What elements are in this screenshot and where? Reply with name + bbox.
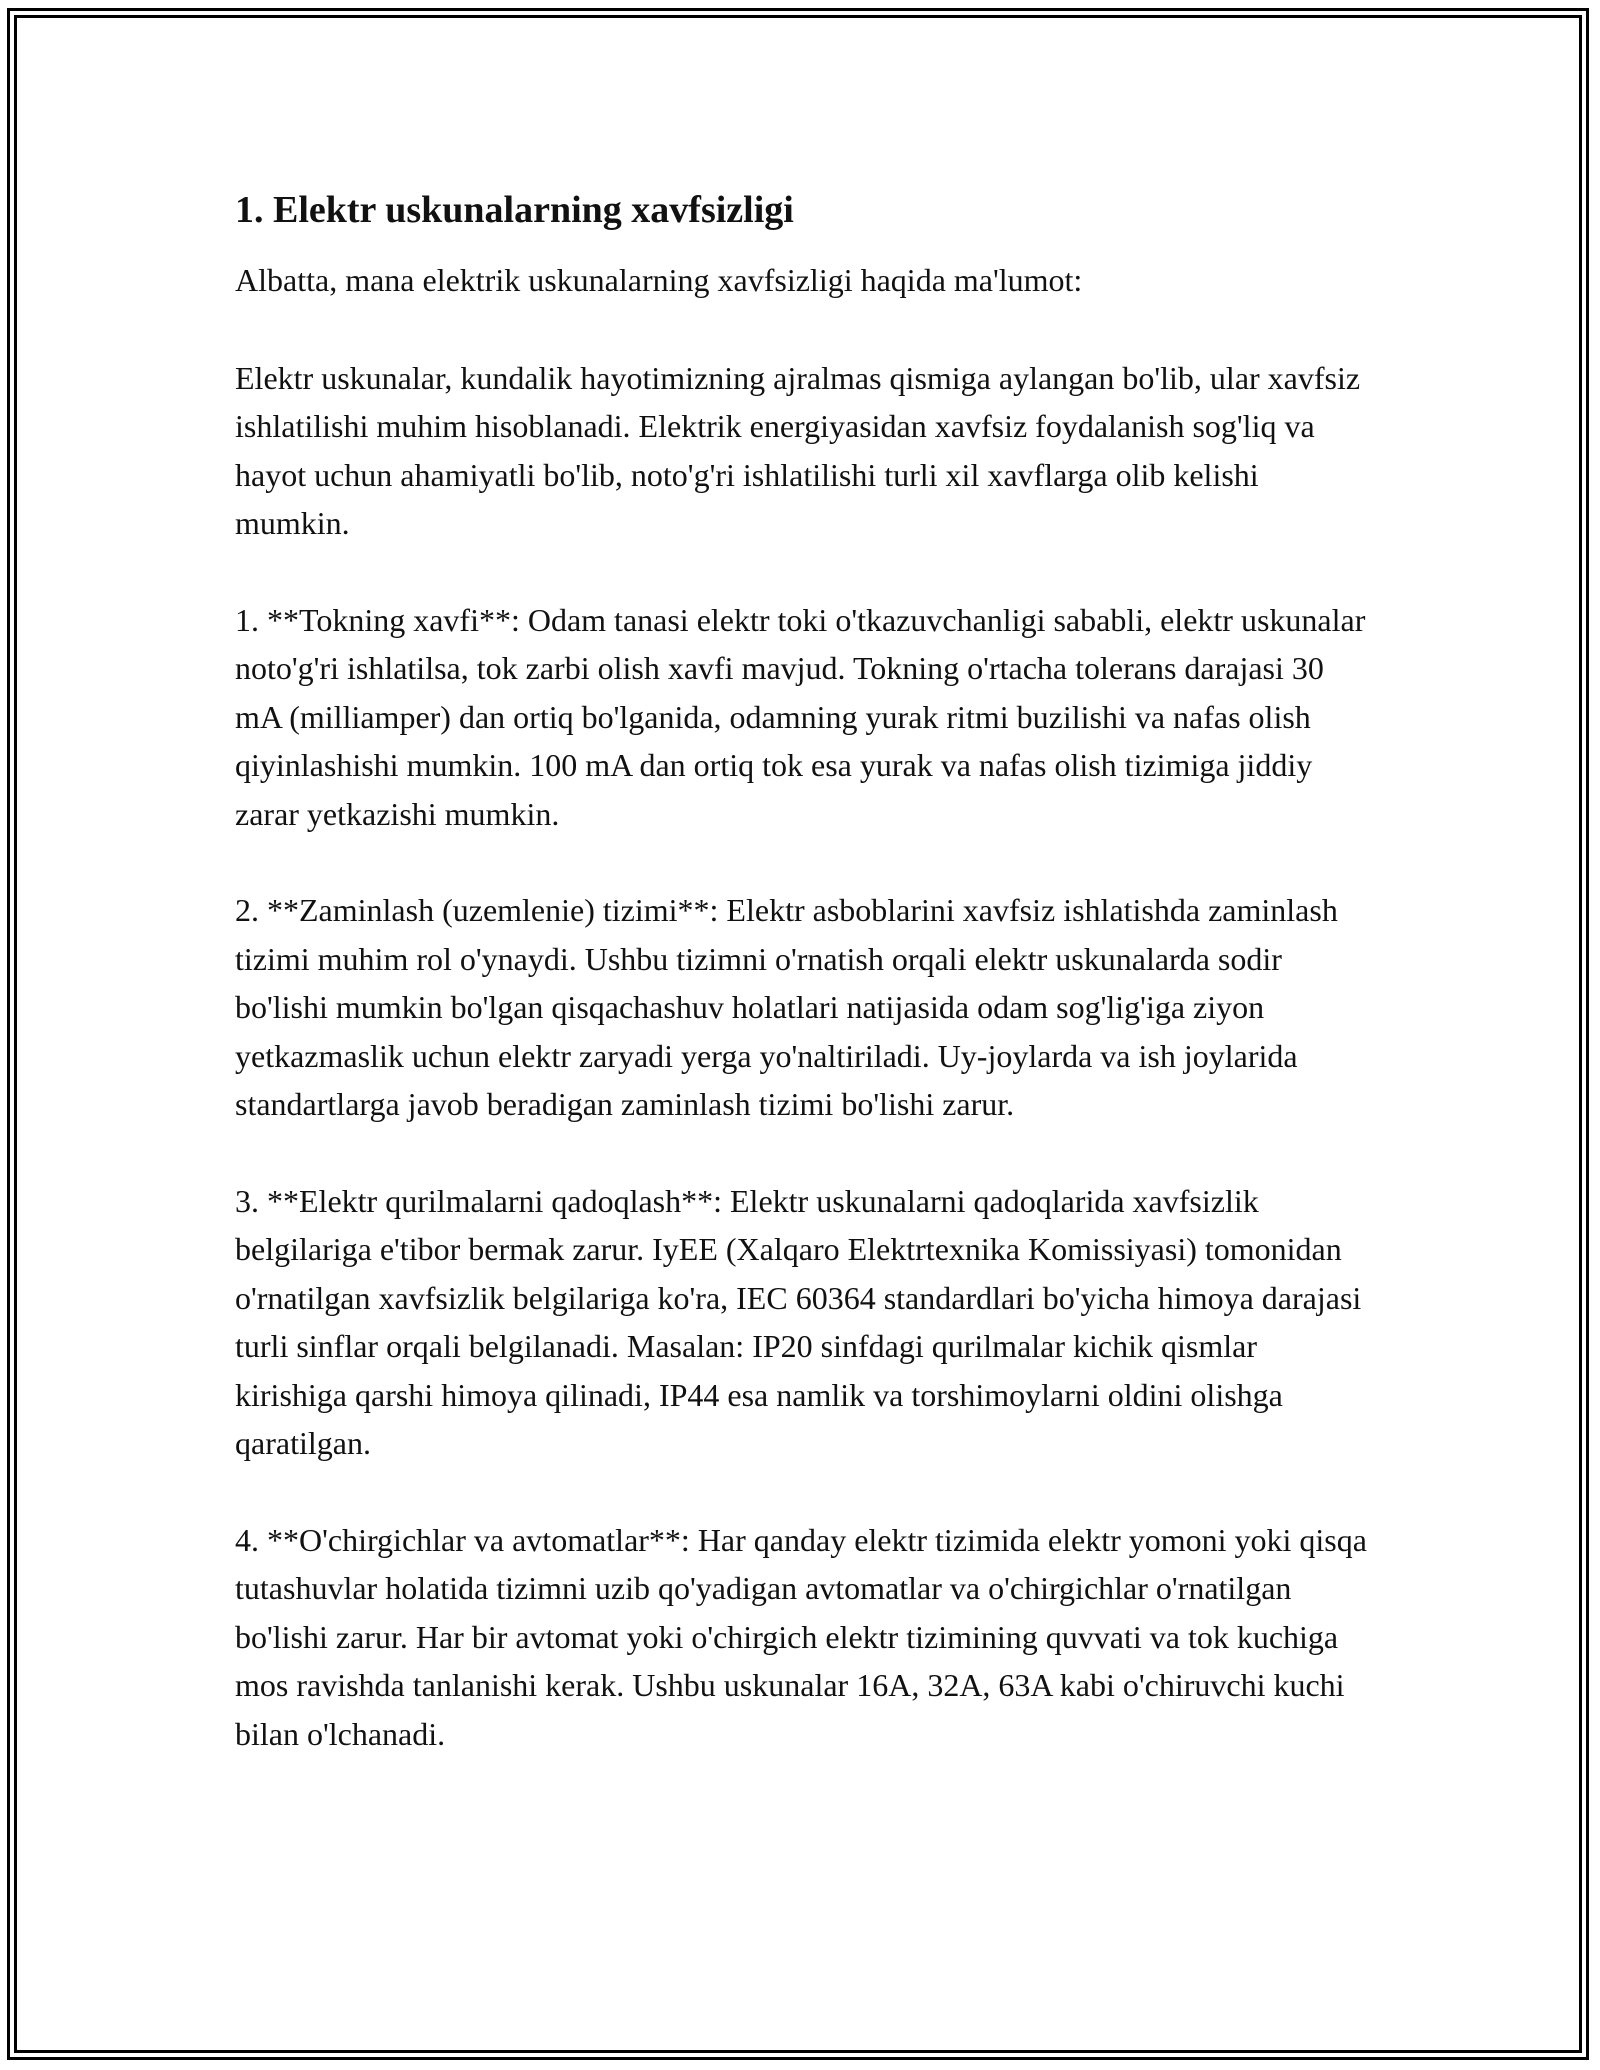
document-title: 1. Elektr uskunalarning xavfsizligi <box>235 189 794 231</box>
item-4-paragraph: 4. **O'chirgichlar va avtomatlar**: Har qanday elektr tizimida elektr yomoni yoki qisqa tutashuvlar holatida tizimni uzib qo'yadigan avtomatlar va o'chirgichlar o'rnatilgan bo'lishi zarur. Har bir avtomat yoki o'chirgich elektr tizimining quvvati va tok kuchiga mos ravishda tanlanishi kerak. Ushbu uskunalar 16A, 32A, 63A kabi o'chiruvchi kuchi bilan o'lchanadi. <box>235 1521 1367 1752</box>
item-2-paragraph: 2. **Zaminlash (uzemlenie) tizimi**: Elektr asboblarini xavfsiz ishlatishda zaminlash tizimi muhim rol o'ynaydi. Ushbu tizimni o'rnatish orqali elektr uskunalarda sodir bo'lishi mumkin bo'lgan qisqachashuv holatlari natijasida odam sog'lig'iga ziyon yetkazmaslik uchun elektr zaryadi yerga yo'naltiriladi. Uy-joylarda va ish joylarida standartlarga javob beradigan zaminlash tizimi bo'lishi zarur. <box>235 892 1338 1122</box>
item-3-paragraph: 3. **Elektr qurilmalarni qadoqlash**: Elektr uskunalarni qadoqlarida xavfsizlik belgilariga e'tibor bermak zarur. IyEE (Xalqaro Elektrtexnika Komissiyasi) tomonidan o'rnatilgan xavfsizlik belgilariga ko'ra, IEC 60364 standardlari bo'yicha himoya darajasi turli sinflar orqali belgilanadi. Masalan: IP20 sinfdagi qurilmalar kichik qismlar kirishiga qarshi himoya qilinadi, IP44 esa namlik va torshimoylarni oldini olishga qaratilgan. <box>235 1182 1362 1461</box>
item-1-paragraph: 1. **Tokning xavfi**: Odam tanasi elektr toki o'tkazuvchanligi sababli, elektr uskunalar noto'g'ri ishlatilsa, tok zarbi olish xavfi mavjud. Tokning o'rtacha tolerans darajasi 30 mA (milliamper) dan ortiq bo'lganida, odamning yurak ritmi buzilishi va nafas olish qiyinlashishi mumkin. 100 mA dan ortiq tok esa yurak va nafas olish tizimiga jiddiy zarar yetkazishi mumkin. <box>235 601 1366 832</box>
intro-paragraph: Albatta, mana elektrik uskunalarning xavfsizligi haqida ma'lumot: <box>235 262 1083 298</box>
document-body <box>235 186 1375 1758</box>
overview-paragraph: Elektr uskunalar, kundalik hayotimizning ajralmas qismiga aylangan bo'lib, ular xavfsiz ishlatilishi muhim hisoblanadi. Elektrik energiyasidan xavfsiz foydalanish sog'liq va hayot uchun ahamiyatli bo'lib, noto'g'ri ishlatilishi turli xil xavflarga olib kelishi mumkin. <box>235 359 1361 541</box>
